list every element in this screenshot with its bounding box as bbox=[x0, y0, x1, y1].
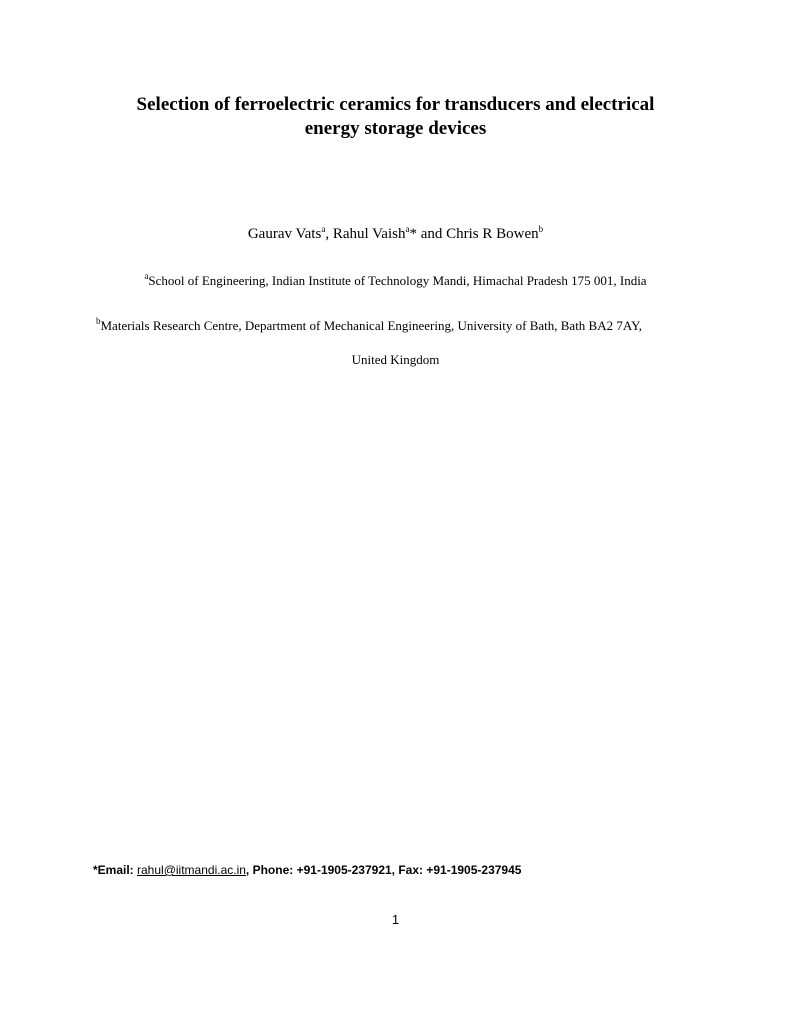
author-separator: , bbox=[325, 226, 333, 242]
affiliation-a-text: School of Engineering, Indian Institute of Technology Mandi, Himachal Pradesh 175 001, India bbox=[148, 273, 647, 288]
author-name: Rahul Vaish bbox=[332, 226, 406, 242]
email-link[interactable]: rahul@iitmandi.ac.in bbox=[137, 863, 246, 877]
affiliation-b-mark: b bbox=[96, 316, 101, 326]
author-affiliation-mark: a bbox=[405, 224, 410, 234]
affiliation-b-line-1: Materials Research Centre, Department of Mechanical Engineering, University of Bath, Bath BA2 7AY, bbox=[100, 318, 643, 333]
author-name: Gaurav Vats bbox=[247, 226, 322, 242]
author-affiliation-mark: b bbox=[538, 224, 544, 234]
title-line-1: Selection of ferroelectric ceramics for transducers and electrical bbox=[136, 94, 655, 115]
phone-fax-text: , Phone: +91-1905-237921, Fax: +91-1905-237945 bbox=[245, 863, 522, 877]
author-affiliation-mark: a bbox=[321, 224, 326, 234]
corresponding-author-contact bbox=[93, 862, 521, 878]
affiliation-a-mark: a bbox=[144, 271, 149, 281]
affiliation-a bbox=[0, 273, 791, 289]
author-separator: * and bbox=[409, 226, 447, 242]
title-line-2: energy storage devices bbox=[304, 118, 487, 139]
page-number: 1 bbox=[391, 912, 400, 927]
author-name: Chris R Bowen bbox=[446, 226, 539, 242]
affiliation-b bbox=[96, 318, 716, 334]
email-label: *Email: bbox=[93, 863, 138, 877]
author-list bbox=[0, 225, 791, 243]
paper-title bbox=[60, 93, 731, 141]
affiliation-b-line-2: United Kingdom bbox=[351, 352, 440, 367]
